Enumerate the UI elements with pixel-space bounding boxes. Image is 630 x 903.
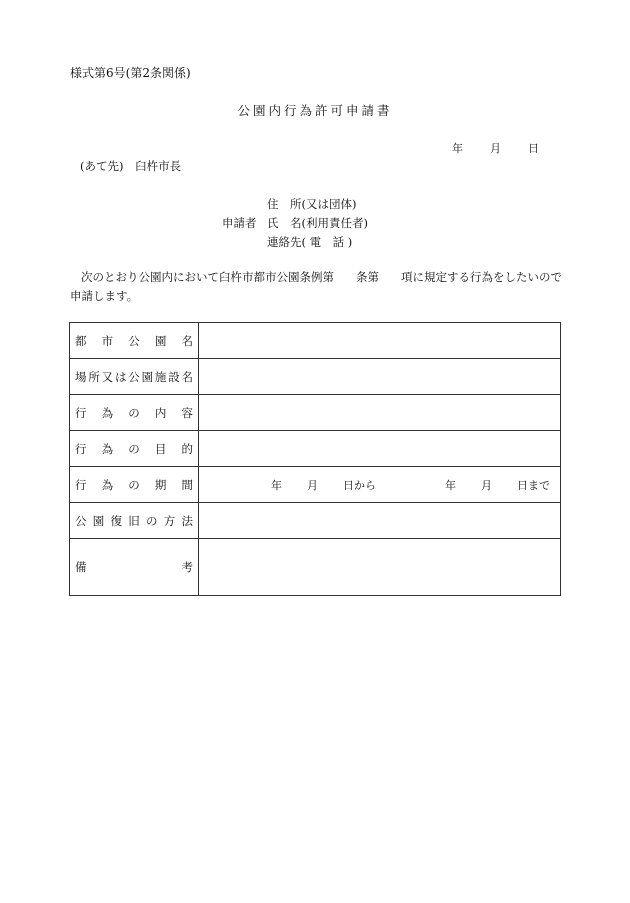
label-char: 名 [181, 369, 193, 384]
application-statement [70, 268, 562, 306]
label-restoration-text [70, 513, 198, 529]
applicant-name-label: 氏 名(利用責任者) [267, 216, 368, 230]
label-char: 名 [181, 333, 193, 348]
addressee-prefix: (あて先) [80, 159, 124, 173]
period-from-year: 年 [271, 478, 282, 492]
period-to-day: 日まで [517, 478, 550, 492]
statement-part-2: 条第 [356, 270, 379, 284]
row-purpose [70, 431, 561, 467]
label-char: 容 [181, 405, 193, 420]
label-char: 所 [88, 369, 100, 384]
statement-part-3: 項に規定する行為をしたいので申請します。 [70, 270, 562, 303]
label-char: の [128, 477, 140, 492]
applicant-label: 申請者 [222, 216, 257, 230]
period-line [199, 477, 560, 493]
applicant-contact-label: 連絡先( 電 話 ) [267, 235, 353, 249]
label-char: 公 [128, 333, 140, 348]
period-to-month: 月 [481, 478, 492, 492]
label-char: 目 [154, 441, 167, 456]
label-period [70, 467, 199, 503]
label-char: 復 [110, 513, 122, 528]
label-char: 行 [75, 477, 87, 492]
label-char: 園 [141, 369, 154, 384]
field-location[interactable] [199, 359, 561, 395]
label-char: の [128, 405, 140, 420]
field-period[interactable] [199, 467, 561, 503]
label-char: 園 [92, 513, 105, 528]
label-char: 又 [101, 369, 114, 384]
label-char: 法 [181, 513, 193, 528]
row-content [70, 395, 561, 431]
label-char: 行 [75, 405, 87, 420]
label-char: 場 [75, 369, 87, 384]
label-char: 旧 [128, 513, 140, 528]
label-char: 期 [154, 477, 167, 492]
period-from-month: 月 [307, 478, 318, 492]
row-park-name [70, 323, 561, 359]
field-content[interactable] [199, 395, 561, 431]
period-from-day: 日から [343, 478, 376, 492]
period-to-year: 年 [445, 478, 456, 492]
statement-part-1: 次のとおり公園内において臼杵市都市公園条例第 [81, 270, 334, 284]
field-park-name[interactable] [199, 323, 561, 359]
label-char: 為 [101, 441, 114, 456]
row-period [70, 467, 561, 503]
label-char: の [146, 513, 158, 528]
document-title: 公園内行為許可申請書 [237, 103, 393, 118]
field-purpose[interactable] [199, 431, 561, 467]
label-char: 市 [101, 333, 114, 348]
label-content [70, 395, 199, 431]
label-char: 方 [163, 513, 176, 528]
label-remarks-text [70, 559, 198, 575]
label-char: 園 [154, 333, 167, 348]
date-year-label: 年 [452, 142, 463, 155]
label-char: 備 [75, 560, 87, 574]
label-char: 考 [181, 560, 193, 574]
label-location [70, 359, 199, 395]
field-remarks[interactable] [199, 539, 561, 596]
label-purpose-text [70, 441, 198, 457]
label-purpose [70, 431, 199, 467]
field-restoration[interactable] [199, 503, 561, 539]
date-day-label: 日 [528, 142, 539, 155]
label-char: 間 [181, 477, 193, 492]
addressee-name: 臼杵市長 [135, 159, 182, 173]
date-line [452, 140, 539, 156]
label-char: 為 [101, 405, 114, 420]
row-remarks [70, 539, 561, 596]
label-char: 公 [128, 369, 140, 384]
label-char: 設 [168, 369, 180, 384]
label-char: 行 [75, 441, 87, 456]
applicant-address-label: 住 所(又は団体) [267, 197, 357, 211]
row-location [70, 359, 561, 395]
label-restoration [70, 503, 199, 539]
label-char: 内 [154, 405, 167, 420]
application-table [69, 322, 561, 596]
label-char: は [114, 369, 127, 384]
label-char: 施 [154, 369, 167, 384]
date-month-label: 月 [490, 142, 501, 155]
label-location-text [70, 369, 198, 385]
label-char: 都 [75, 333, 87, 348]
label-char: 的 [181, 441, 193, 456]
label-park-name [70, 323, 199, 359]
addressee [80, 158, 181, 174]
label-period-text [70, 477, 198, 493]
label-park-name-text [70, 333, 198, 349]
row-restoration [70, 503, 561, 539]
label-remarks [70, 539, 199, 596]
label-char: の [128, 441, 140, 456]
applicant-block [0, 195, 630, 255]
form-number: 様式第6号(第2条関係) [70, 66, 191, 80]
label-char: 公 [75, 513, 87, 528]
label-content-text [70, 405, 198, 421]
label-char: 為 [101, 477, 114, 492]
